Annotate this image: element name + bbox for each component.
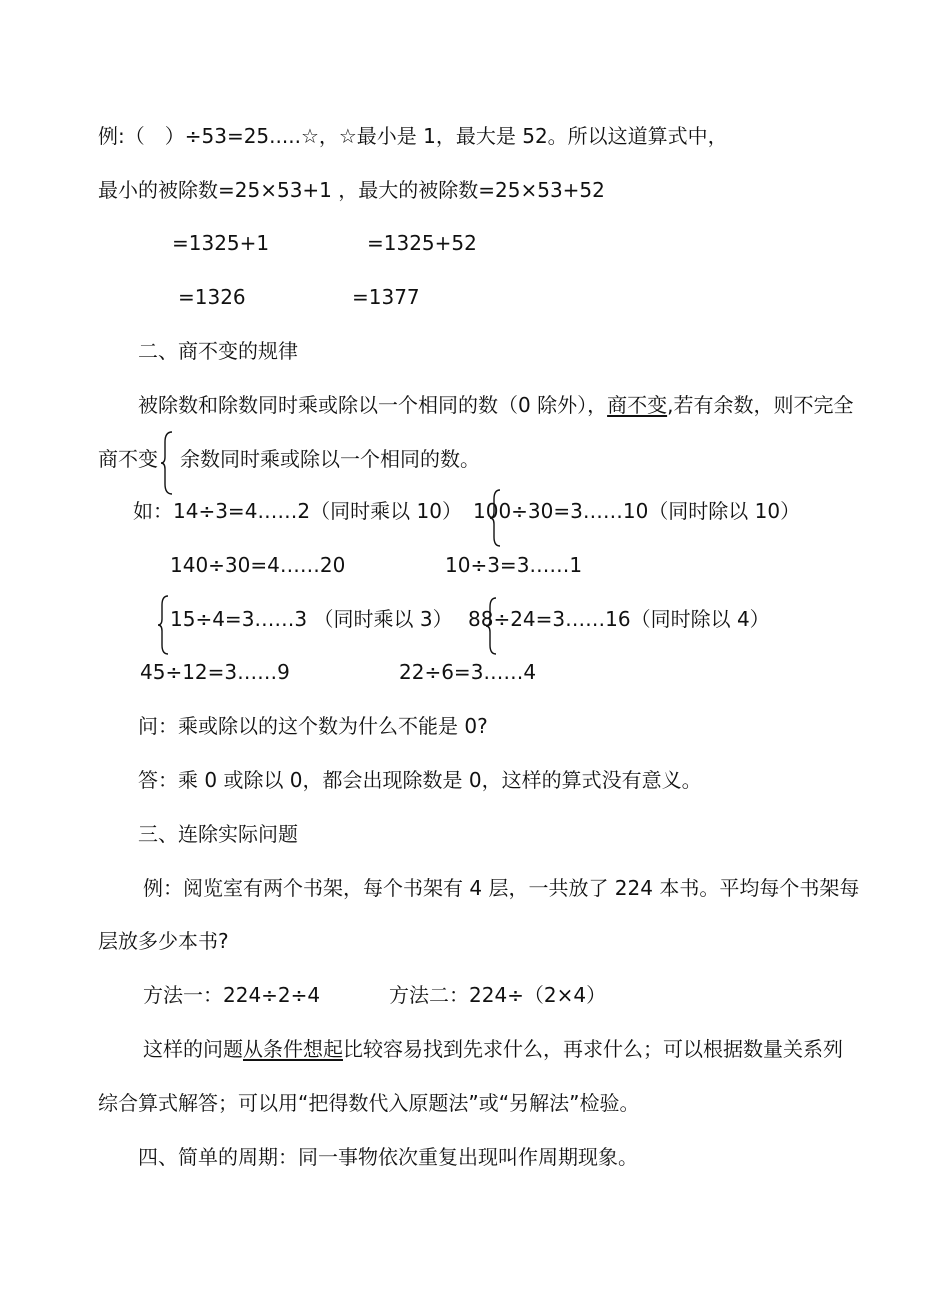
left-brace-icon	[160, 430, 174, 496]
example-row-2-left: 140÷30=4……20	[170, 553, 346, 577]
rule-underlined-text: 商不变	[607, 393, 668, 417]
left-brace-icon	[488, 488, 502, 548]
calc-min-step-1: =1325+1	[172, 231, 270, 255]
explanation-underlined-text: 从条件想起	[243, 1037, 343, 1061]
example-row-2-right: 10÷3=3……1	[445, 553, 583, 577]
example-row-4-right: 22÷6=3……4	[399, 660, 537, 684]
example-row-1-right: 100÷30=3……10（同时除以 10）	[473, 499, 801, 523]
answer-line: 答：乘 0 或除以 0，都会出现除数是 0，这样的算式没有意义。	[138, 768, 702, 792]
example-row-4-left: 45÷12=3……9	[140, 660, 290, 684]
left-brace-icon	[156, 594, 170, 656]
method-two: 方法二：224÷（2×4）	[389, 983, 607, 1007]
section-heading-3: 三、连除实际问题	[138, 822, 298, 846]
section-heading-2: 二、商不变的规律	[138, 339, 298, 363]
explanation-text-post: 比较容易找到先求什么，再求什么；可以根据数量关系列	[343, 1037, 843, 1061]
method-one: 方法一：224÷2÷4	[143, 983, 321, 1007]
explanation-text-pre: 这样的问题	[143, 1037, 243, 1061]
explanation-line-2: 综合算式解答；可以用“把得数代入原题法”或“另解法”检验。	[98, 1091, 640, 1115]
calc-min-result: =1326	[178, 285, 246, 309]
question-line: 问：乘或除以的这个数为什么不能是 0?	[138, 714, 488, 738]
example-problem-line-1: 例：阅览室有两个书架，每个书架有 4 层，一共放了 224 本书。平均每个书架每	[143, 876, 860, 900]
example-row-3-right: 88÷24=3……16（同时除以 4）	[468, 607, 770, 631]
example-line-1: 例:（ ）÷53=25.....☆，☆最小是 1，最大是 52。所以这道算式中，	[98, 124, 728, 148]
explanation-line-1	[143, 1037, 843, 1061]
rule-paragraph-line-2-left: 商不变	[98, 447, 158, 471]
section-heading-4: 四、简单的周期：同一事物依次重复出现叫作周期现象。	[138, 1145, 638, 1169]
example-row-3-left: 15÷4=3……3 （同时乘以 3）	[170, 607, 453, 631]
rule-text-post: ,若有余数，则不完全	[667, 393, 854, 417]
rule-paragraph-line-1	[138, 393, 853, 417]
example-row-1-left: 如：14÷3=4……2（同时乘以 10）	[133, 499, 462, 523]
rule-paragraph-line-2-right: 余数同时乘或除以一个相同的数。	[180, 447, 480, 471]
calc-max-result: =1377	[352, 285, 420, 309]
rule-text-pre: 被除数和除数同时乘或除以一个相同的数（0 除外），	[138, 393, 608, 417]
left-brace-icon	[484, 596, 498, 656]
calc-max-step-1: =1325+52	[367, 231, 477, 255]
example-line-2: 最小的被除数=25×53+1 ，最大的被除数=25×53+52	[98, 178, 605, 202]
example-problem-line-2: 层放多少本书?	[98, 929, 229, 953]
